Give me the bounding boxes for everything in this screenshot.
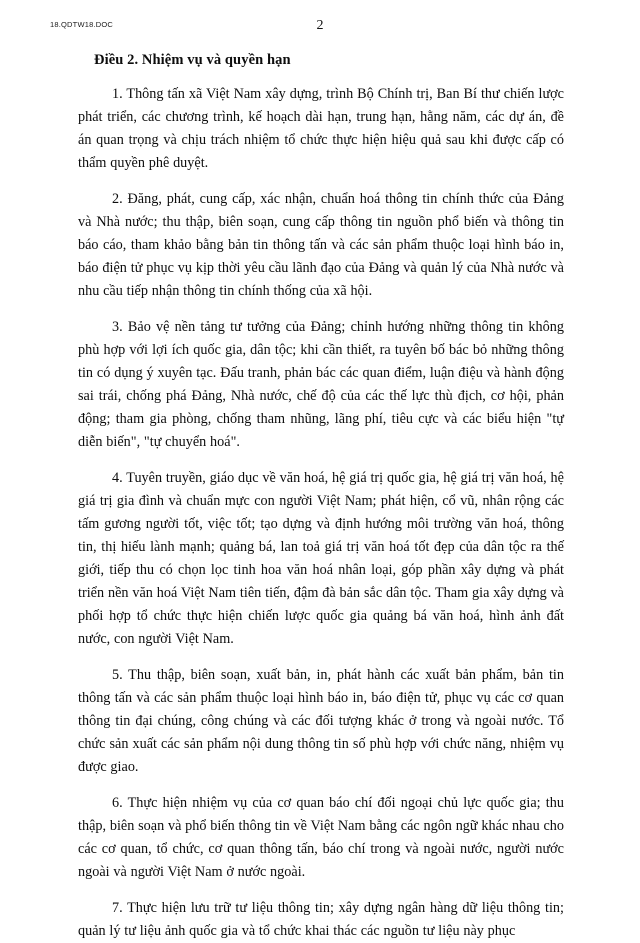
document-body — [78, 52, 564, 943]
paragraph-5: 5. Thu thập, biên soạn, xuất bản, in, phát hành các xuất bản phẩm, bản tin thông tấn và các sản phẩm thuộc loại hình báo in, báo điện tử, phục vụ các cơ quan thông tin đại chúng, công chúng và các đối tượng khác ở trong và ngoài nước. Tổ chức sản xuất các sản phẩm nội dung thông tin số phù hợp với chức năng, nhiệm vụ được giao. — [78, 667, 564, 775]
paragraph-6: 6. Thực hiện nhiệm vụ của cơ quan báo chí đối ngoại chủ lực quốc gia; thu thập, biên soạn và phổ biến thông tin về Việt Nam bằng các ngôn ngữ khác nhau cho các cơ quan, tổ chức, cơ quan thông tấn, báo chí trong và ngoài nước, người nước ngoài và người Việt Nam ở nước ngoài. — [78, 795, 564, 880]
paragraph-4: 4. Tuyên truyền, giáo dục về văn hoá, hệ giá trị quốc gia, hệ giá trị văn hoá, hệ giá trị gia đình và chuẩn mực con người Việt Nam; phát hiện, cổ vũ, nhân rộng các tấm gương người tốt, việc tốt; tạo dựng và định hướng môi trường văn hoá, thông tin, thị hiếu lành mạnh; quảng bá, lan toả giá trị văn hoá tốt đẹp của dân tộc ra thế giới, tiếp thu có chọn lọc tinh hoa văn hoá nhân loại, góp phần xây dựng và phát triển nền văn hoá Việt Nam tiên tiến, đậm đà bản sắc dân tộc. Tham gia xây dựng và phối hợp tổ chức thực hiện chiến lược quốc gia quảng bá văn hoá, hình ảnh đất nước, con người Việt Nam. — [78, 470, 564, 647]
paragraph-7: 7. Thực hiện lưu trữ tư liệu thông tin; xây dựng ngân hàng dữ liệu thông tin; quản lý tư liệu ảnh quốc gia và tổ chức khai thác các nguồn tư liệu này phục — [78, 900, 564, 939]
page-header — [0, 18, 640, 38]
paragraph-3: 3. Bảo vệ nền tảng tư tưởng của Đảng; chỉnh hướng những thông tin không phù hợp với lợi ích quốc gia, dân tộc; khi cần thiết, ra tuyên bố bác bỏ những thông tin có dụng ý xuyên tạc. Đấu tranh, phản bác các quan điểm, luận điệu và hành động sai trái, chống phá Đảng, Nhà nước, chế độ của các thế lực thù địch, cơ hội, phản động; tham gia phòng, chống tham nhũng, lãng phí, tiêu cực và các biểu hiện "tự diễn biến", "tự chuyển hoá". — [78, 319, 564, 450]
paragraph-1: 1. Thông tấn xã Việt Nam xây dựng, trình Bộ Chính trị, Ban Bí thư chiến lược phát triển, các chương trình, kế hoạch dài hạn, trung hạn, hằng năm, các dự án, đề án quan trọng và chịu trách nhiệm tổ chức thực hiện hiệu quả sau khi được cấp có thẩm quyền phê duyệt. — [78, 86, 564, 171]
page-number: 2 — [316, 18, 324, 33]
paragraph-2: 2. Đăng, phát, cung cấp, xác nhận, chuẩn hoá thông tin chính thức của Đảng và Nhà nước; thu thập, biên soạn, cung cấp thông tin nguồn phổ biến và thông tin báo cáo, tham khảo bằng bản tin thông tấn và các sản phẩm thuộc loại hình báo in, báo điện tử phục vụ kịp thời yêu cầu lãnh đạo của Đảng và quản lý của Nhà nước và nhu cầu tiếp nhận thông tin chính thống của xã hội. — [78, 191, 564, 299]
document-code: 18.QDTW18.DOC — [50, 20, 114, 29]
section-title: Điều 2. Nhiệm vụ và quyền hạn — [94, 52, 291, 68]
